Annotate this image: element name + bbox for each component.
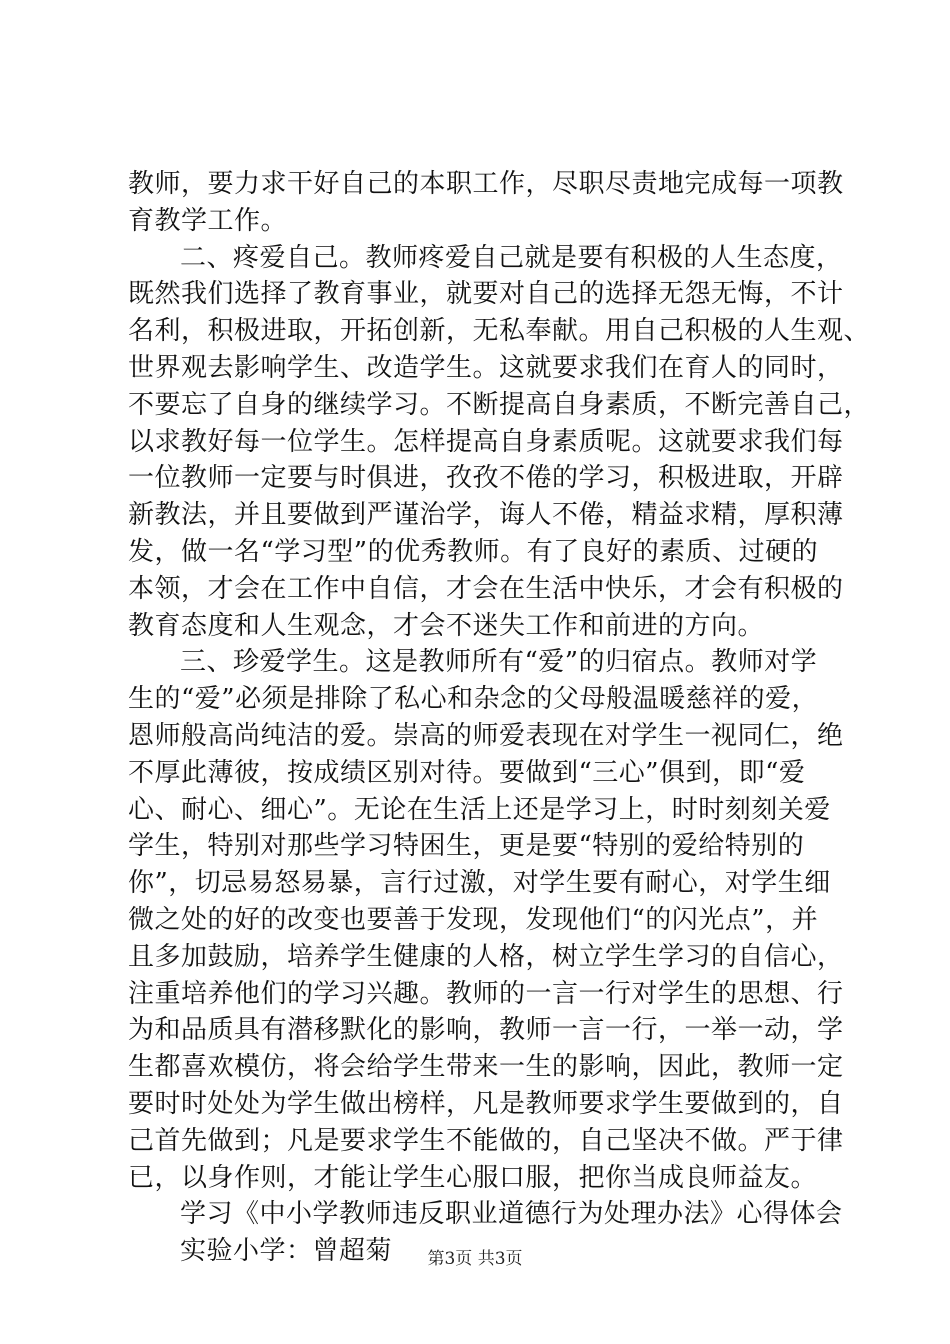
text-line: 已，以身作则，才能让学生心服口服，把你当成良师益友。 <box>128 1162 818 1193</box>
text-line: 育教学工作。 <box>128 205 288 236</box>
text-line: 一位教师一定要与时俱进，孜孜不倦的学习，积极进取，开辟 <box>128 463 844 494</box>
text-line: 心、耐心、细心”。无论在生活上还是学习上，时时刻刻关爱 <box>128 794 831 825</box>
text-line: 世界观去影响学生、改造学生。这就要求我们在育人的同时， <box>128 352 844 383</box>
text-line: 不要忘了自身的继续学习。不断提高自身素质，不断完善自己， <box>128 389 871 420</box>
text-line: 为和品质具有潜移默化的影响，教师一言一行，一举一动，学 <box>128 1015 844 1046</box>
paragraph-start-line: 二、疼爱自己。教师疼爱自己就是要有积极的人生态度， <box>180 242 843 273</box>
text-line: 己首先做到；凡是要求学生不能做的，自己坚决不做。严于律 <box>128 1125 844 1156</box>
text-line: 名利，积极进取，开拓创新，无私奉献。用自己积极的人生观、 <box>128 316 871 347</box>
text-line: 既然我们选择了教育事业，就要对自己的选择无怨无悔，不计 <box>128 279 844 310</box>
text-line: 教师，要力求干好自己的本职工作，尽职尽责地完成每一项教 <box>128 169 844 199</box>
text-line: 生的“爱”必须是排除了私心和杂念的父母般温暖慈祥的爱， <box>128 684 819 715</box>
text-line: 学生，特别对那些学习特困生，更是要“特别的爱给特别的 <box>128 831 805 862</box>
text-line: 你”，切忌易怒易暴，言行过激，对学生要有耐心，对学生细 <box>128 868 831 899</box>
text-line: 微之处的好的改变也要善于发现，发现他们“的闪光点”，并 <box>128 904 819 935</box>
text-line: 且多加鼓励，培养学生健康的人格，树立学生学习的自信心， <box>128 941 844 972</box>
author-line: 实验小学：曾超菊 <box>180 1236 393 1267</box>
paragraph-start-line: 三、珍爱学生。这是教师所有“爱”的归宿点。教师对学 <box>180 647 818 678</box>
text-line: 不厚此薄彼，按成绩区别对待。要做到“三心”俱到，即“爱 <box>128 757 806 788</box>
text-line: 注重培养他们的学习兴趣。教师的一言一行对学生的思想、行 <box>128 978 844 1009</box>
text-line: 以求教好每一位学生。怎样提高自身素质呢。这就要求我们每 <box>128 426 844 457</box>
text-line: 恩师般高尚纯洁的爱。崇高的师爱表现在对学生一视同仁，绝 <box>128 720 844 751</box>
document-title: 学习《中小学教师违反职业道德行为处理办法》心得体会 <box>180 1199 843 1230</box>
text-line: 新教法，并且要做到严谨治学，诲人不倦，精益求精，厚积薄 <box>128 500 844 531</box>
text-line: 要时时处处为学生做出榜样，凡是教师要求学生要做到的，自 <box>128 1088 844 1119</box>
page-number-footer: 第3页 共3页 <box>427 1249 523 1269</box>
text-line: 教育态度和人生观念，才会不迷失工作和前进的方向。 <box>128 610 765 641</box>
text-line: 生都喜欢模仿，将会给学生带来一生的影响，因此，教师一定 <box>128 1052 844 1083</box>
body-text <box>128 166 871 1270</box>
text-line: 本领，才会在工作中自信，才会在生活中快乐，才会有积极的 <box>128 573 844 604</box>
text-line: 发，做一名“学习型”的优秀教师。有了良好的素质、过硬的 <box>128 536 819 567</box>
